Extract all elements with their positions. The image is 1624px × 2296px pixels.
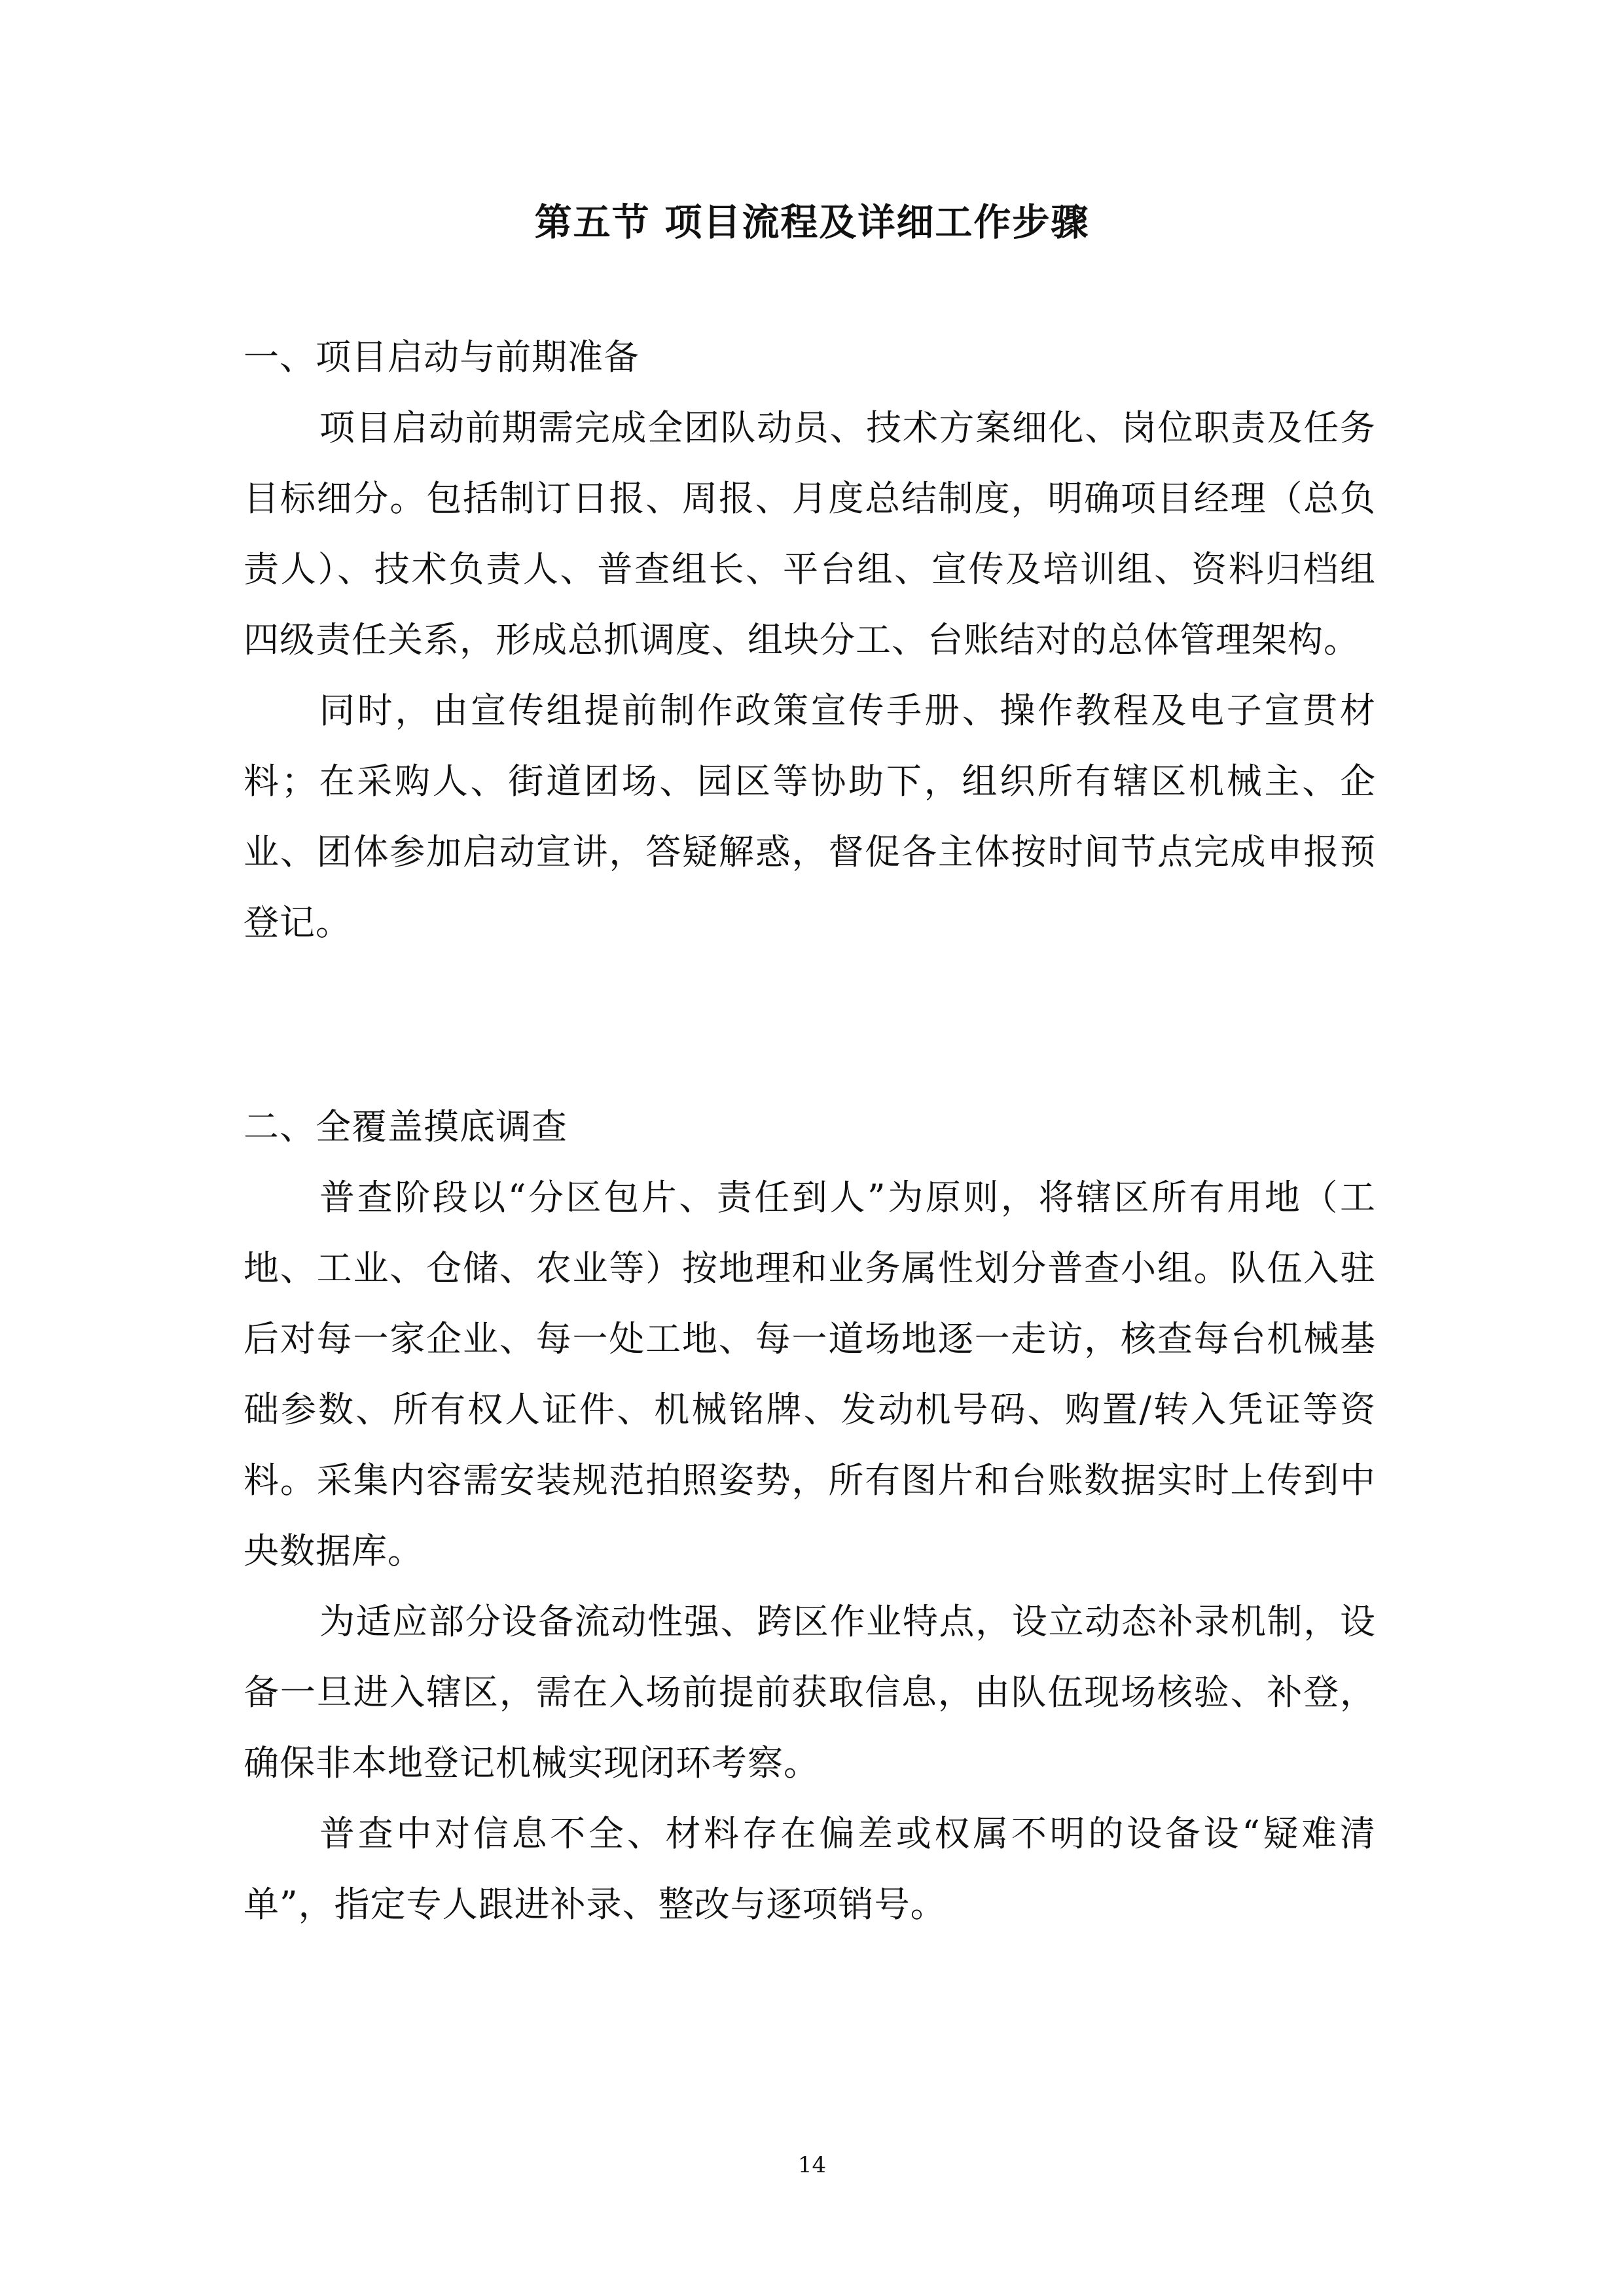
paragraph: 项目启动前期需完成全团队动员、技术方案细化、岗位职责及任务目标细分。包括制订日报、周报、月度总结制度，明确项目经理（总负责人）、技术负责人、普查组长、平台组、宣传及培训组、资料归档组四级责任关系，形成总抓调度、组块分工、台账结对的总体管理架构。 xyxy=(244,407,1376,660)
section-1-body xyxy=(244,393,1376,958)
section-2-body xyxy=(244,1162,1376,1940)
page-number: 14 xyxy=(797,2152,827,2178)
paragraph: 同时，由宣传组提前制作政策宣传手册、操作教程及电子宣贯材料；在采购人、街道团场、园区等协助下，组织所有辖区机械主、企业、团体参加启动宣讲，答疑解惑，督促各主体按时间节点完成申报预登记。 xyxy=(244,690,1376,943)
paragraph: 普查阶段以“分区包片、责任到人”为原则，将辖区所有用地（工地、工业、仓储、农业等）按地理和业务属性划分普查小组。队伍入驻后对每一家企业、每一处工地、每一道场地逐一走访，核查每台机械基础参数、所有权人证件、机械铭牌、发动机号码、购置/转入凭证等资料。采集内容需安装规范拍照姿势，所有图片和台账数据实时上传到中央数据库。 xyxy=(244,1177,1376,1571)
section-heading-1: 一、项目启动与前期准备 xyxy=(244,336,640,378)
paragraph: 为适应部分设备流动性强、跨区作业特点，设立动态补录机制，设备一旦进入辖区，需在入场前提前获取信息，由队伍现场核验、补登，确保非本地登记机械实现闭环考察。 xyxy=(244,1601,1376,1784)
paragraph: 普查中对信息不全、材料存在偏差或权属不明的设备设“疑难清单”，指定专人跟进补录、整改与逐项销号。 xyxy=(244,1813,1376,1925)
section-heading-2: 二、全覆盖摸底调查 xyxy=(244,1106,568,1147)
page-title: 第五节 项目流程及详细工作步骤 xyxy=(534,200,1090,244)
